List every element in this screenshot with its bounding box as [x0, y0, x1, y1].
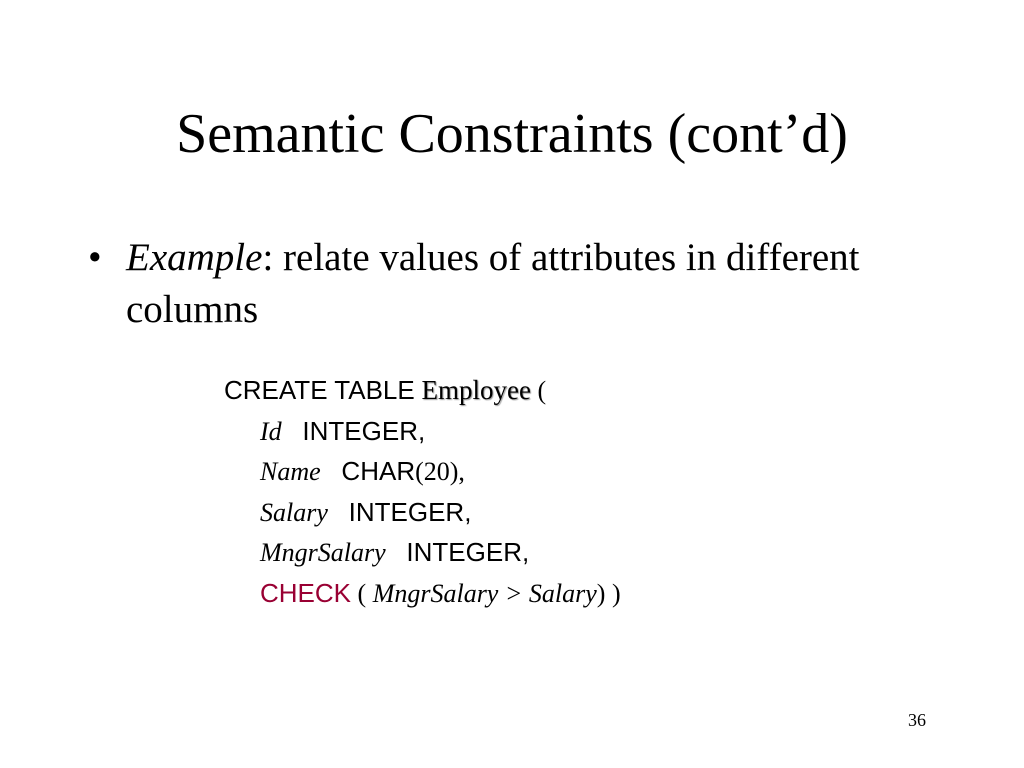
page-number: 36	[908, 710, 926, 730]
code-line-attribute	[224, 451, 924, 492]
check-keyword: CHECK	[260, 577, 352, 608]
attribute-name: Name	[260, 457, 321, 486]
sql-code-block	[224, 370, 924, 613]
attribute-type: INTEGER,	[348, 496, 472, 527]
bullet-text	[126, 232, 888, 336]
bullet-item	[88, 232, 888, 336]
code-line-create	[224, 370, 924, 411]
code-line-attribute	[224, 411, 924, 452]
table-name: Employee	[421, 375, 531, 405]
attribute-type: INTEGER,	[406, 537, 530, 567]
bullet-body: : relate values of attributes in different columns	[126, 236, 860, 331]
code-line-check	[224, 573, 924, 614]
attribute-type: CHAR	[341, 456, 416, 486]
attribute-name: MngrSalary	[260, 538, 386, 567]
create-table-keyword: CREATE TABLE	[224, 375, 415, 405]
attribute-name: Id	[260, 416, 282, 446]
attribute-name: Salary	[260, 497, 328, 527]
code-line-attribute	[224, 532, 924, 573]
check-close-paren: ) )	[596, 578, 621, 608]
attribute-type-suffix: (20),	[415, 457, 465, 486]
check-open-paren: (	[351, 578, 373, 608]
bullet-label: Example	[126, 236, 263, 279]
slide-title: Semantic Constraints (cont’d)	[176, 103, 848, 165]
check-expression: MngrSalary > Salary	[372, 578, 597, 608]
open-paren: (	[530, 376, 547, 405]
bullet-marker: •	[88, 236, 102, 279]
attribute-type: INTEGER,	[302, 415, 426, 446]
code-line-attribute	[224, 492, 924, 533]
